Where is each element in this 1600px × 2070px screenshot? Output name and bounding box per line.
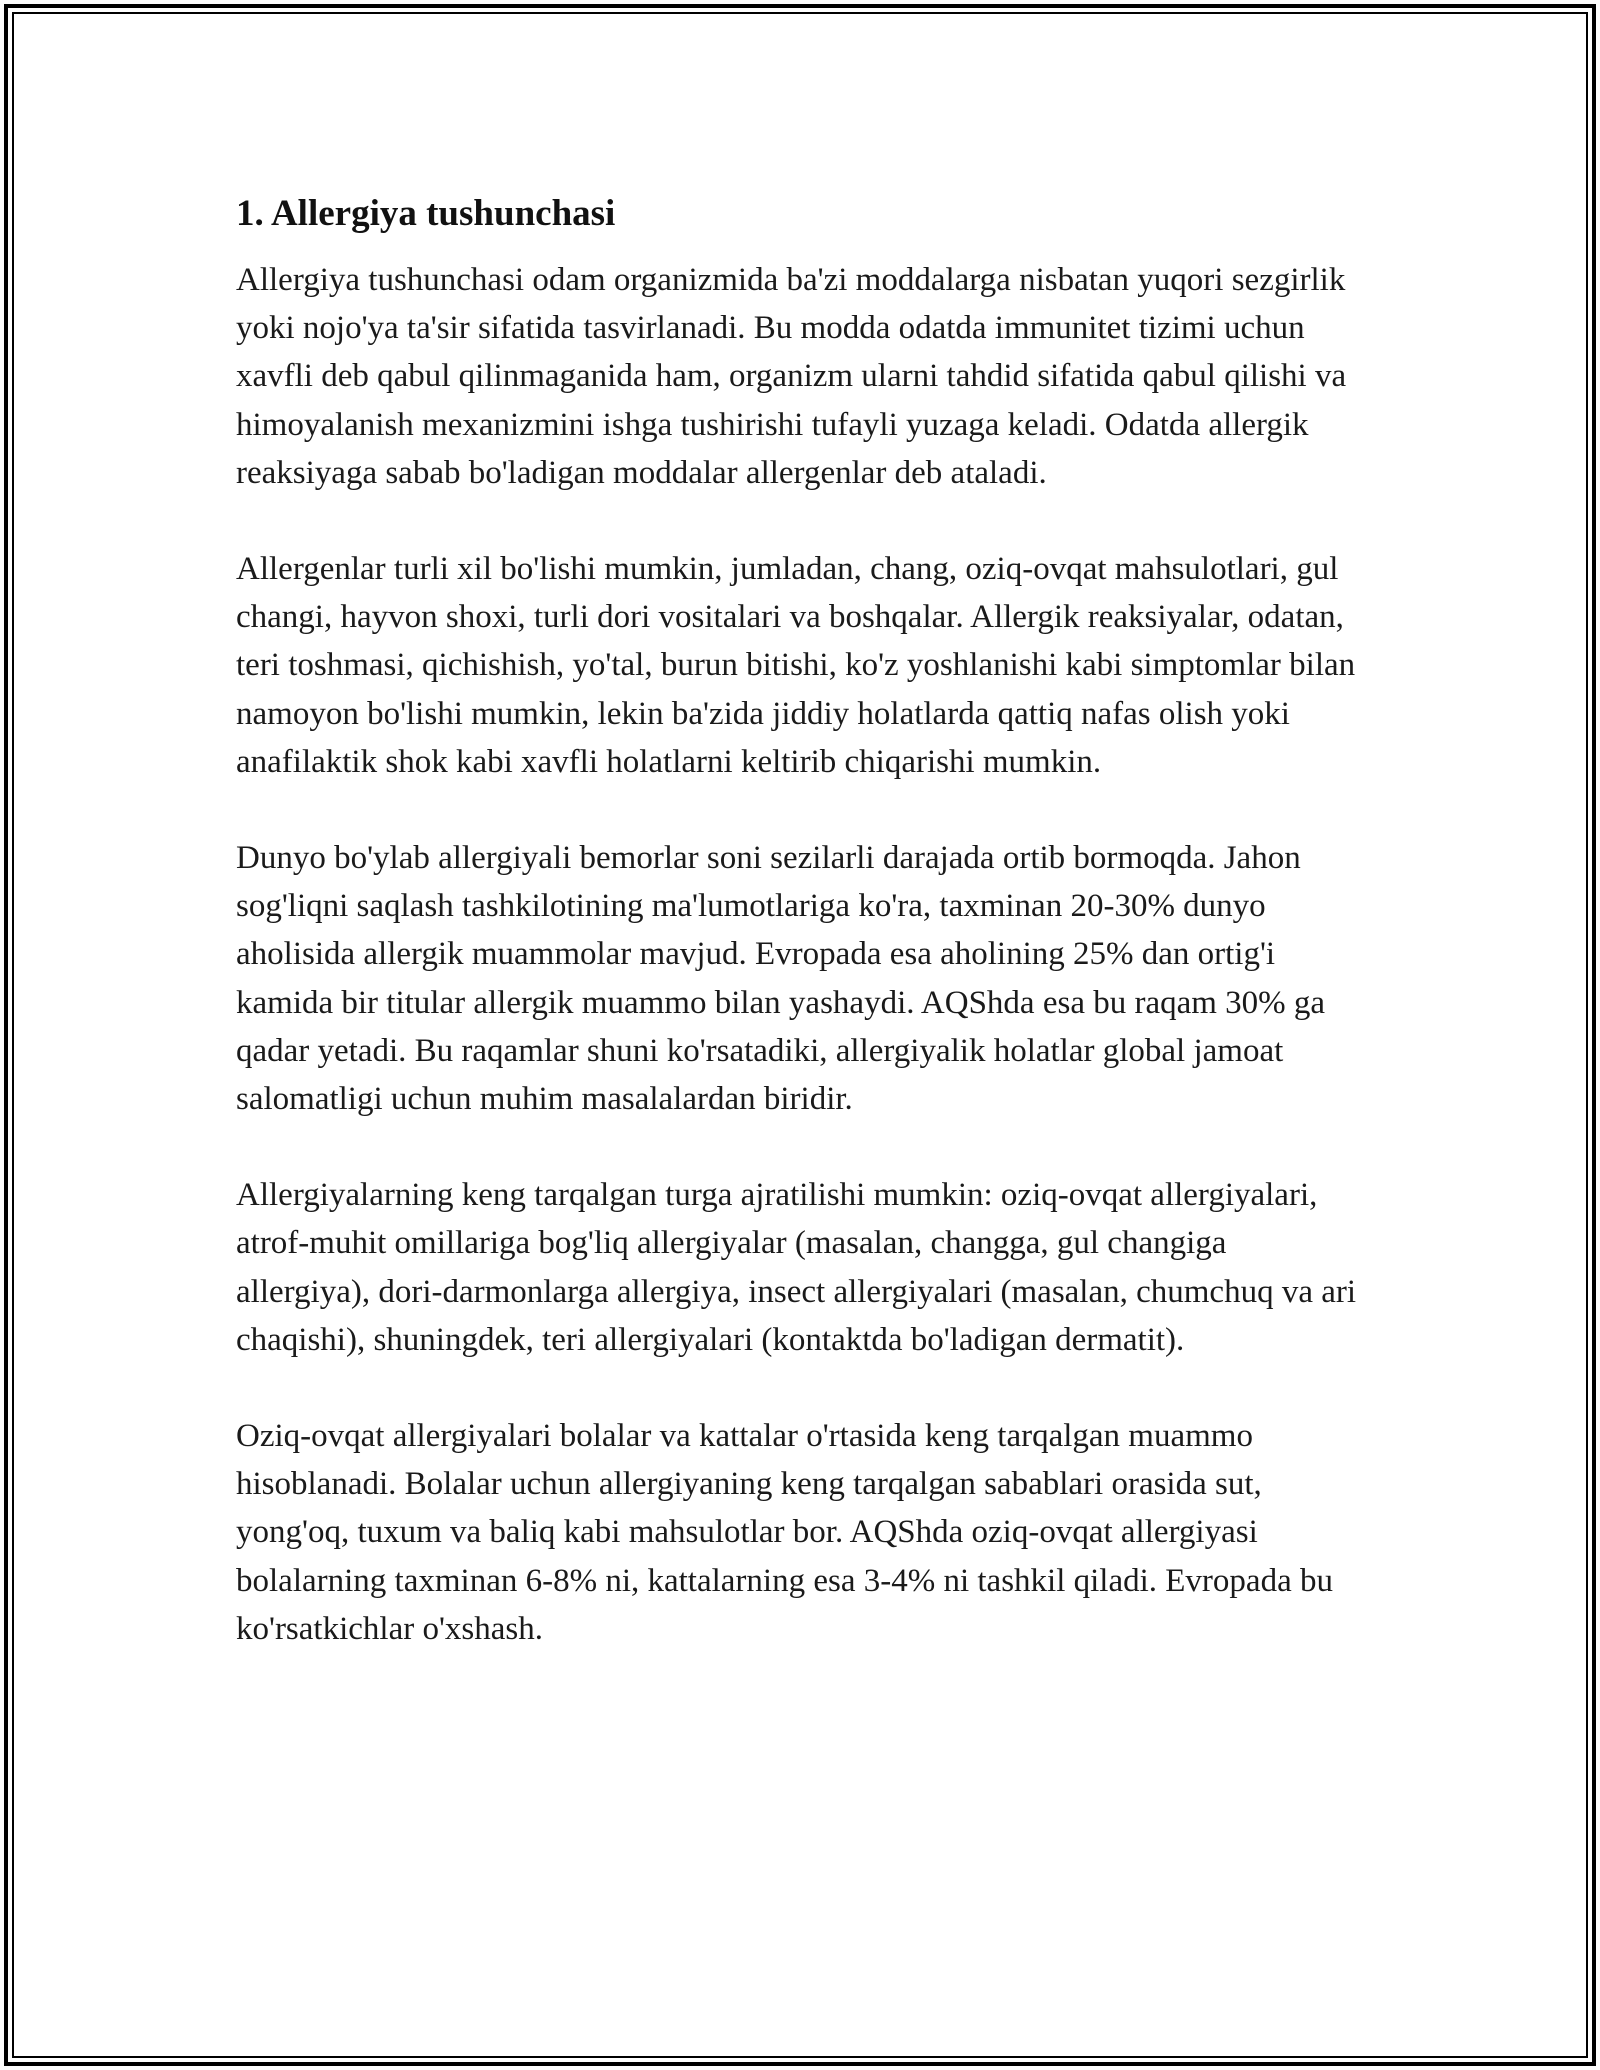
paragraph-5: Oziq-ovqat allergiyalari bolalar va kattalar o'rtasida keng tarqalgan muammo hisoblanadi. Bolalar uchun allergiyaning keng tarqalgan sabablari orasida sut, yong'oq, tuxum va baliq kabi mahsulotlar bor. AQShda oziq-ovqat allergiyasi bolalarning taxminan 6-8% ni, kattalarning esa 3-4% ni tashkil qiladi. Evropada bu ko'rsatkichlar o'xshash. — [236, 1418, 1333, 1647]
paragraph-3: Dunyo bo'ylab allergiyali bemorlar soni sezilarli darajada ortib bormoqda. Jahon sog'liqni saqlash tashkilotining ma'lumotlariga ko'ra, taxminan 20-30% dunyo aholisida allergik muammolar mavjud. Evropada esa aholining 25% dan ortig'i kamida bir titular allergik muammo bilan yashaydi. AQShda esa bu raqam 30% ga qadar yetadi. Bu raqamlar shuni ko'rsatadiki, allergiyalik holatlar global jamoat salomatligi uchun muhim masalalardan biridir. — [236, 840, 1326, 1118]
paragraph-1: Allergiya tushunchasi odam organizmida ba'zi moddalarga nisbatan yuqori sezgirlik yoki nojo'ya ta'sir sifatida tasvirlanadi. Bu modda odatda immunitet tizimi uchun xavfli deb qabul qilinmaganida ham, organizm ularni tahdid sifatida qabul qilishi va himoyalanish mexanizmini ishga tushirishi tufayli yuzaga keladi. Odatda allergik reaksiyaga sabab bo'ladigan moddalar allergenlar deb ataladi. — [236, 262, 1347, 491]
document-body — [236, 186, 1366, 1653]
paragraph-4: Allergiyalarning keng tarqalgan turga ajratilishi mumkin: oziq-ovqat allergiyalari, atrof-muhit omillariga bog'liq allergiyalar (masalan, changga, gul changiga allergiya), dori-darmonlarga allergiya, insect allergiyalari (masalan, chumchuq va ari chaqishi), shuningdek, teri allergiyalari (kontaktda bo'ladigan dermatit). — [236, 1177, 1357, 1358]
paragraph-2: Allergenlar turli xil bo'lishi mumkin, jumladan, chang, oziq-ovqat mahsulotlari, gul changi, hayvon shoxi, turli dori vositalari va boshqalar. Allergik reaksiyalar, odatan, teri toshmasi, qichishish, yo'tal, burun bitishi, ko'z yoshlanishi kabi simptomlar bilan namoyon bo'lishi mumkin, lekin ba'zida jiddiy holatlarda qattiq nafas olish yoki anafilaktik shok kabi xavfli holatlarni keltirib chiqarishi mumkin. — [236, 551, 1356, 780]
section-heading: 1. Allergiya tushunchasi — [236, 193, 616, 234]
